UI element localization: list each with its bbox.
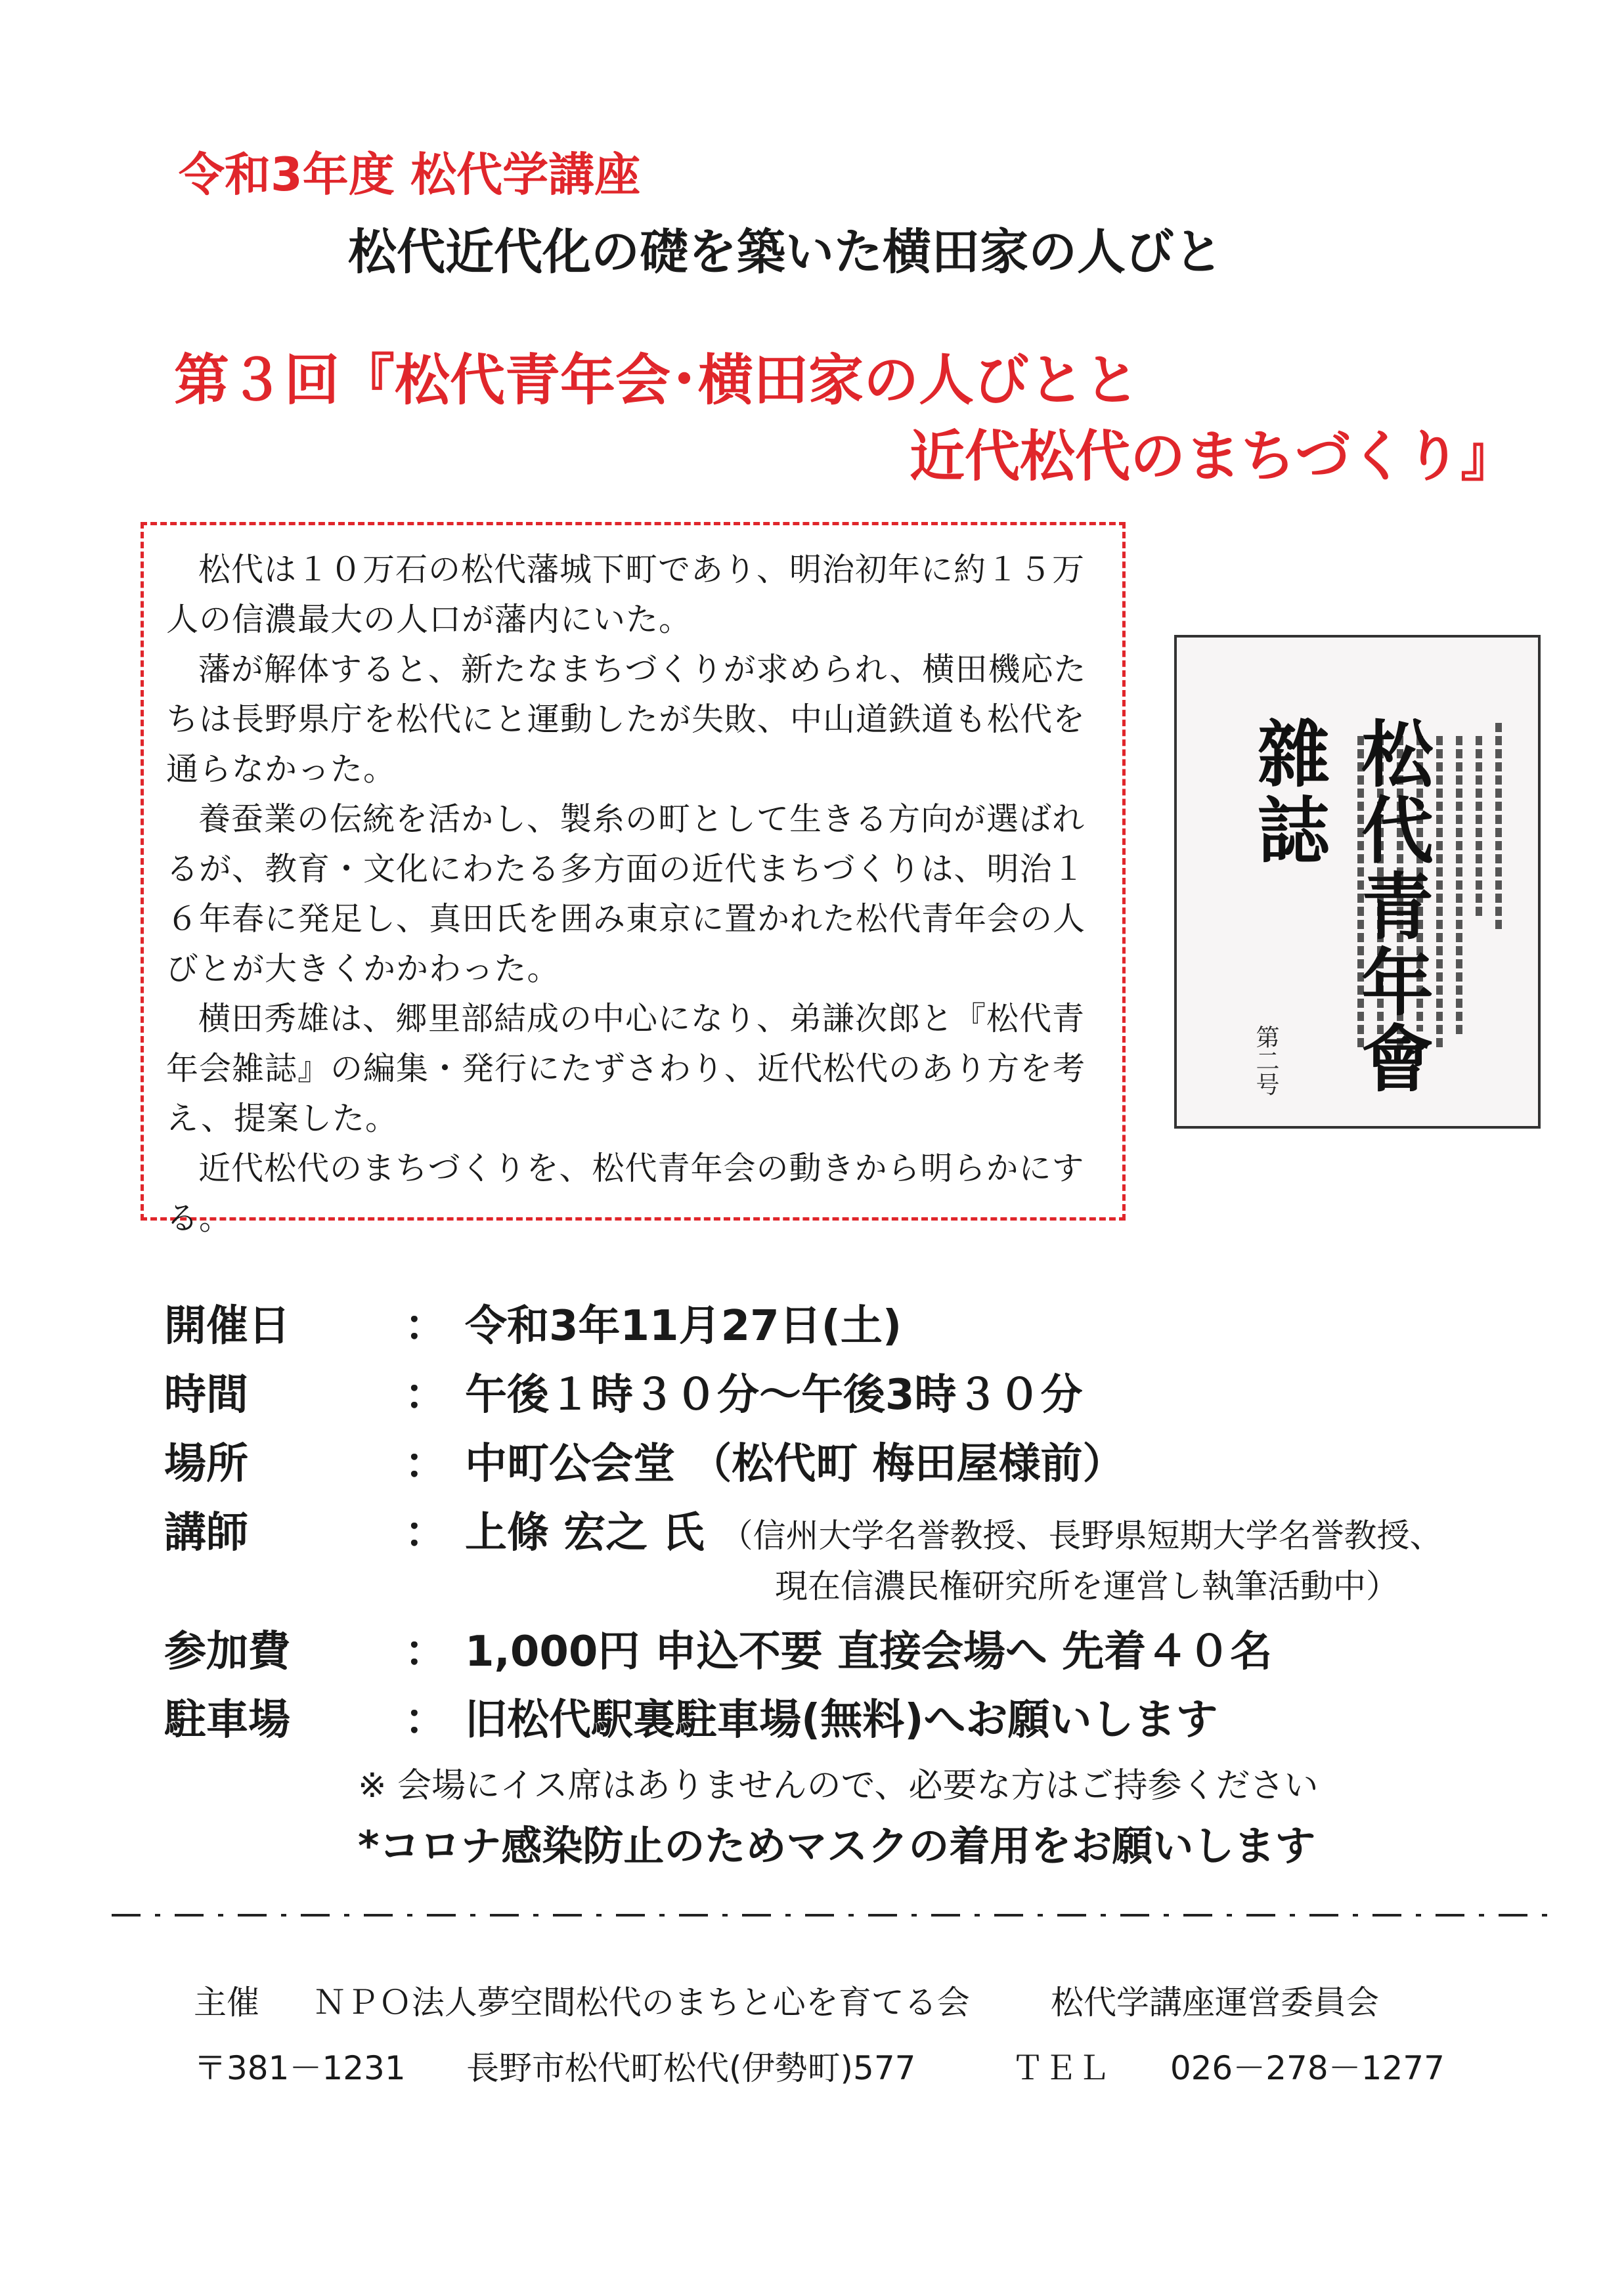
parking-value: 旧松代駅裏駐車場(無料)へお願いします (465, 1696, 1218, 1744)
intro-box (141, 522, 1126, 1237)
address: 長野市松代町松代(伊勢町)577 (466, 2049, 916, 2087)
separator: ： (405, 1371, 447, 1419)
series-title: 令和3年度 松代学講座 (179, 148, 641, 202)
place-label: 場所 (164, 1440, 248, 1488)
detail-time (164, 1361, 1083, 1421)
fee-value: 1,000円 申込不要 直接会場へ 先着４０名 (465, 1628, 1273, 1676)
fee-label: 参加費 (164, 1628, 290, 1676)
detail-fee (164, 1618, 1272, 1678)
mask-note: *コロナ感染防止のためマスクの着用をお願いします (358, 1822, 1316, 1870)
chairs-note: ※ 会場にイス席はありませんので、必要な方はご持参ください (358, 1766, 1319, 1806)
organizer-name: ＮＰＯ法人夢空間松代のまちと心を育てる会 (313, 1983, 970, 2022)
magazine-cover-image (1174, 635, 1541, 1129)
separator: ： (405, 1440, 447, 1488)
tel-number: 026－278－1277 (1170, 2049, 1445, 2087)
lecturer-affiliation-cont: 現在信濃民権研究所を運営し執筆活動中） (775, 1567, 1399, 1605)
separator: ： (405, 1696, 447, 1744)
cover-title: 松代青年會雜誌 (1246, 716, 1434, 1097)
intro-paragraph: 藩が解体すると、新たなまちづくりが求められ、横田機応たちは長野県庁を松代にと運動したが失敗、中山道鉄道も松代を通らなかった。 (166, 651, 1087, 788)
time-value: 午後１時３０分～午後3時３０分 (465, 1371, 1083, 1419)
time-label: 時間 (164, 1371, 248, 1419)
organizer-label: 主催 (194, 1983, 259, 2022)
lecture-title-line1: 第３回『松代青年会･横田家の人びとと (174, 348, 1140, 412)
detail-lecturer (164, 1499, 1443, 1559)
place-value: 中町公会堂 （松代町 梅田屋様前） (465, 1440, 1125, 1488)
date-value: 令和3年11月27日(土) (465, 1302, 902, 1351)
parking-label: 駐車場 (164, 1696, 290, 1744)
separator: ： (405, 1302, 447, 1351)
cover-issue-number: 第二号 (1252, 1025, 1279, 1096)
lecturer-affiliation: （信州大学名誉教授、長野県短期大学名誉教授、 (720, 1517, 1443, 1555)
date-label: 開催日 (164, 1302, 290, 1351)
intro-paragraph: 養蚕業の伝統を活かし、製糸の町として生きる方向が選ばれるが、教育・文化にわたる多方面の近代まちづくりは、明治１６年春に発足し、真田氏を囲み東京に置かれた松代青年会の人びとが大きくかかわった。 (166, 800, 1086, 987)
detail-parking (164, 1686, 1218, 1746)
footer-divider (112, 1912, 1556, 1918)
postal-code: 〒381－1231 (194, 2049, 406, 2087)
separator: ： (405, 1509, 447, 1557)
theme-title: 松代近代化の礎を築いた横田家の人びと (348, 224, 1223, 280)
intro-paragraph: 横田秀雄は、郷里部結成の中心になり、弟謙次郎と『松代青年会雑誌』の編集・発行にたずさわり、近代松代のあり方を考え、提案した。 (166, 1000, 1086, 1137)
lecturer-name: 上條 宏之 氏 (465, 1509, 705, 1557)
lecture-title-line2: 近代松代のまちづくり』 (910, 424, 1516, 488)
detail-place (164, 1430, 1125, 1490)
organizer-line (194, 1976, 970, 2024)
separator: ： (405, 1628, 447, 1676)
intro-paragraph: 松代は１０万石の松代藩城下町であり、明治初年に約１５万人の信濃最大の人口が藩内にいた。 (166, 551, 1086, 638)
tel-label: ＴＥＬ (1011, 2049, 1110, 2087)
committee-name: 松代学講座運営委員会 (1051, 1983, 1379, 2022)
tel-line (1011, 2042, 1445, 2089)
lecturer-label: 講師 (164, 1509, 248, 1557)
intro-paragraph: 近代松代のまちづくりを、松代青年会の動きから明らかにする。 (166, 1150, 1085, 1237)
detail-date (164, 1292, 902, 1353)
